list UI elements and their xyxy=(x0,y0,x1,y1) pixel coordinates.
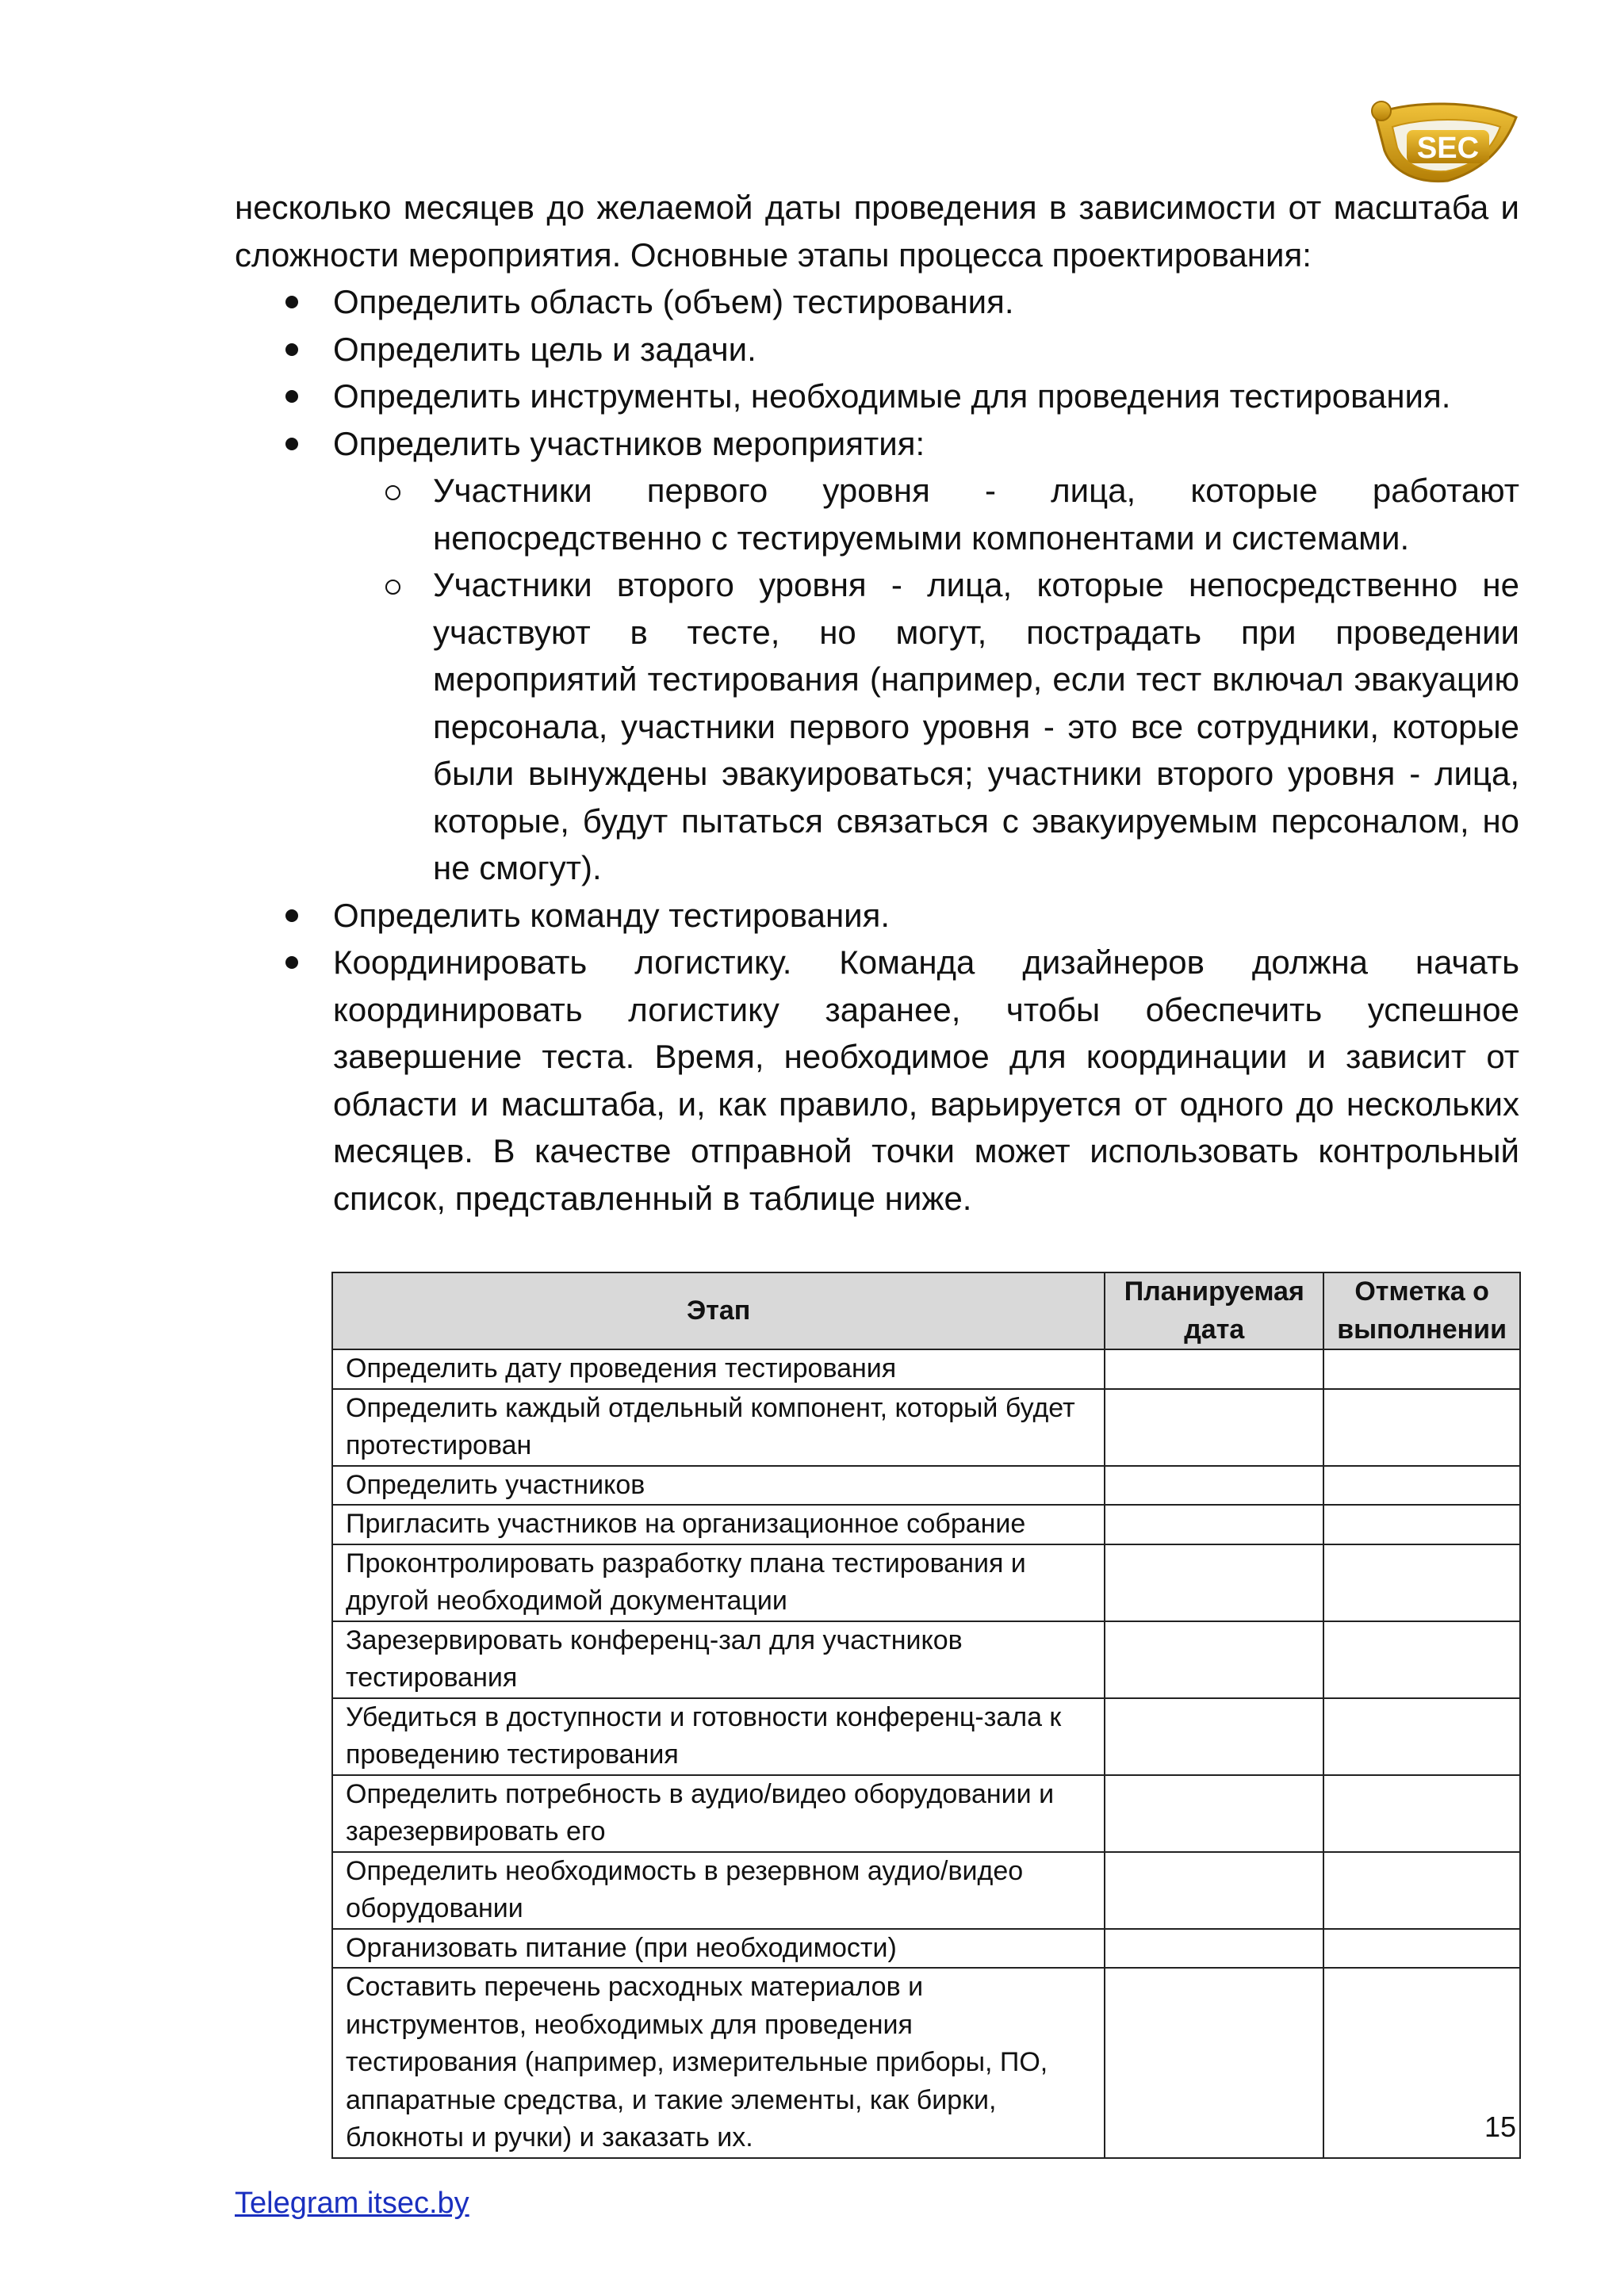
completion-cell xyxy=(1323,1929,1520,1969)
list-item-text: Определить инструменты, необходимые для проведения тестирования. xyxy=(333,377,1451,415)
planned-date-cell xyxy=(1105,1544,1323,1621)
table-row xyxy=(332,1466,1520,1506)
completion-cell xyxy=(1323,1505,1520,1544)
list-item xyxy=(235,939,1519,1222)
header-completion-mark: Отметка о выполнении xyxy=(1323,1272,1520,1349)
table-row xyxy=(332,1775,1520,1852)
list-item xyxy=(235,278,1519,326)
completion-cell xyxy=(1323,1698,1520,1775)
stage-cell: Организовать питание (при необходимости) xyxy=(332,1929,1105,1969)
stage-cell: Определить потребность в аудио/видео оборудовании и зарезервировать его xyxy=(332,1775,1105,1852)
list-item xyxy=(235,373,1519,420)
bullet-icon xyxy=(285,390,298,403)
sublist-item xyxy=(235,467,1519,561)
completion-cell xyxy=(1323,1852,1520,1929)
table-row xyxy=(332,1621,1520,1698)
bullet-icon xyxy=(285,343,298,356)
sublist-item-text: Участники второго уровня - лица, которые непосредственно не участвуют в тесте, но могут, пострадать при проведении мероприятий тестирования (например, если тест включал эвакуацию персонала, участники первого уровня - это все сотрудники, которые были вынуждены эвакуироваться; участники второго уровня - лица, которые, будут пытаться связаться с эвакуируемым персоналом, но не смогут). xyxy=(433,566,1519,886)
stage-cell: Убедиться в доступности и готовности конференц-зала к проведению тестирования xyxy=(332,1698,1105,1775)
header-stage: Этап xyxy=(332,1272,1105,1349)
checklist-table xyxy=(331,1272,1521,2159)
completion-cell xyxy=(1323,1389,1520,1466)
header-planned-date: Планируемая дата xyxy=(1105,1272,1323,1349)
list-item-text: Определить область (объем) тестирования. xyxy=(333,283,1014,320)
circle-bullet-icon xyxy=(385,485,400,500)
table-row xyxy=(332,1349,1520,1389)
list-item xyxy=(235,892,1519,939)
bullet-icon xyxy=(285,909,298,922)
sublist-item xyxy=(235,561,1519,892)
bullet-icon xyxy=(285,296,298,308)
planned-date-cell xyxy=(1105,1775,1323,1852)
completion-cell xyxy=(1323,1775,1520,1852)
circle-bullet-icon xyxy=(385,580,400,595)
planned-date-cell xyxy=(1105,1698,1323,1775)
completion-cell xyxy=(1323,1544,1520,1621)
telegram-footer-link[interactable]: Telegram itsec.by xyxy=(235,2187,469,2220)
intro-paragraph: несколько месяцев до желаемой даты проведения в зависимости от масштаба и сложности мероприятия. Основные этапы процесса проектирования: xyxy=(235,189,1519,274)
stage-cell: Зарезервировать конференц-зал для участников тестирования xyxy=(332,1621,1105,1698)
table-row xyxy=(332,1968,1520,2158)
table-row xyxy=(332,1389,1520,1466)
planned-date-cell xyxy=(1105,1621,1323,1698)
planned-date-cell xyxy=(1105,1349,1323,1389)
table-row xyxy=(332,1544,1520,1621)
list-item-text: Определить цель и задачи. xyxy=(333,330,756,368)
completion-cell xyxy=(1323,1466,1520,1506)
document-body xyxy=(235,184,1519,1222)
planned-date-cell xyxy=(1105,1466,1323,1506)
list-item-text: Координировать логистику. Команда дизайнеров должна начать координировать логистику заранее, чтобы обеспечить успешное завершение теста. Время, необходимое для координации и зависит от области и масштаба, и, как правило, варьируется от одного до нескольких месяцев. В качестве отправной точки может использовать контрольный список, представленный в таблице ниже. xyxy=(333,943,1519,1217)
stage-cell: Определить дату проведения тестирования xyxy=(332,1349,1105,1389)
table-row xyxy=(332,1698,1520,1775)
participants-sublist xyxy=(235,467,1519,892)
sublist-item-text: Участники первого уровня - лица, которые работают непосредственно с тестируемыми компонентами и системами. xyxy=(433,472,1519,557)
completion-cell xyxy=(1323,1621,1520,1698)
bullet-icon xyxy=(285,956,298,969)
planned-date-cell xyxy=(1105,1852,1323,1929)
table-row xyxy=(332,1929,1520,1969)
bullet-icon xyxy=(285,438,298,450)
logo-text: SEC xyxy=(1416,132,1480,165)
list-item xyxy=(235,420,1519,468)
stage-cell: Определить необходимость в резервном аудио/видео оборудовании xyxy=(332,1852,1105,1929)
list-item-text: Определить участников мероприятия: xyxy=(333,424,925,462)
stage-cell: Определить каждый отдельный компонент, который будет протестирован xyxy=(332,1389,1105,1466)
stage-cell: Определить участников xyxy=(332,1466,1105,1506)
stage-cell: Пригласить участников на организационное собрание xyxy=(332,1505,1105,1544)
completion-cell xyxy=(1323,1349,1520,1389)
stage-cell: Составить перечень расходных материалов и инструментов, необходимых для проведения тестирования (например, измерительные приборы, ПО, аппаратные средства, и такие элементы, как бирки, блокноты и ручки) и заказать их. xyxy=(332,1968,1105,2158)
table-header-row xyxy=(332,1272,1520,1349)
design-steps-list-continued xyxy=(235,892,1519,1223)
sec-logo xyxy=(1361,95,1519,190)
planned-date-cell xyxy=(1105,1929,1323,1969)
stage-cell: Проконтролировать разработку плана тестирования и другой необходимой документации xyxy=(332,1544,1105,1621)
planned-date-cell xyxy=(1105,1389,1323,1466)
list-item xyxy=(235,326,1519,373)
table-row xyxy=(332,1505,1520,1544)
planned-date-cell xyxy=(1105,1505,1323,1544)
table-row xyxy=(332,1852,1520,1929)
planned-date-cell xyxy=(1105,1968,1323,2158)
design-steps-list xyxy=(235,278,1519,467)
list-item-text: Определить команду тестирования. xyxy=(333,896,891,934)
page-number: 15 xyxy=(1484,2110,1517,2143)
